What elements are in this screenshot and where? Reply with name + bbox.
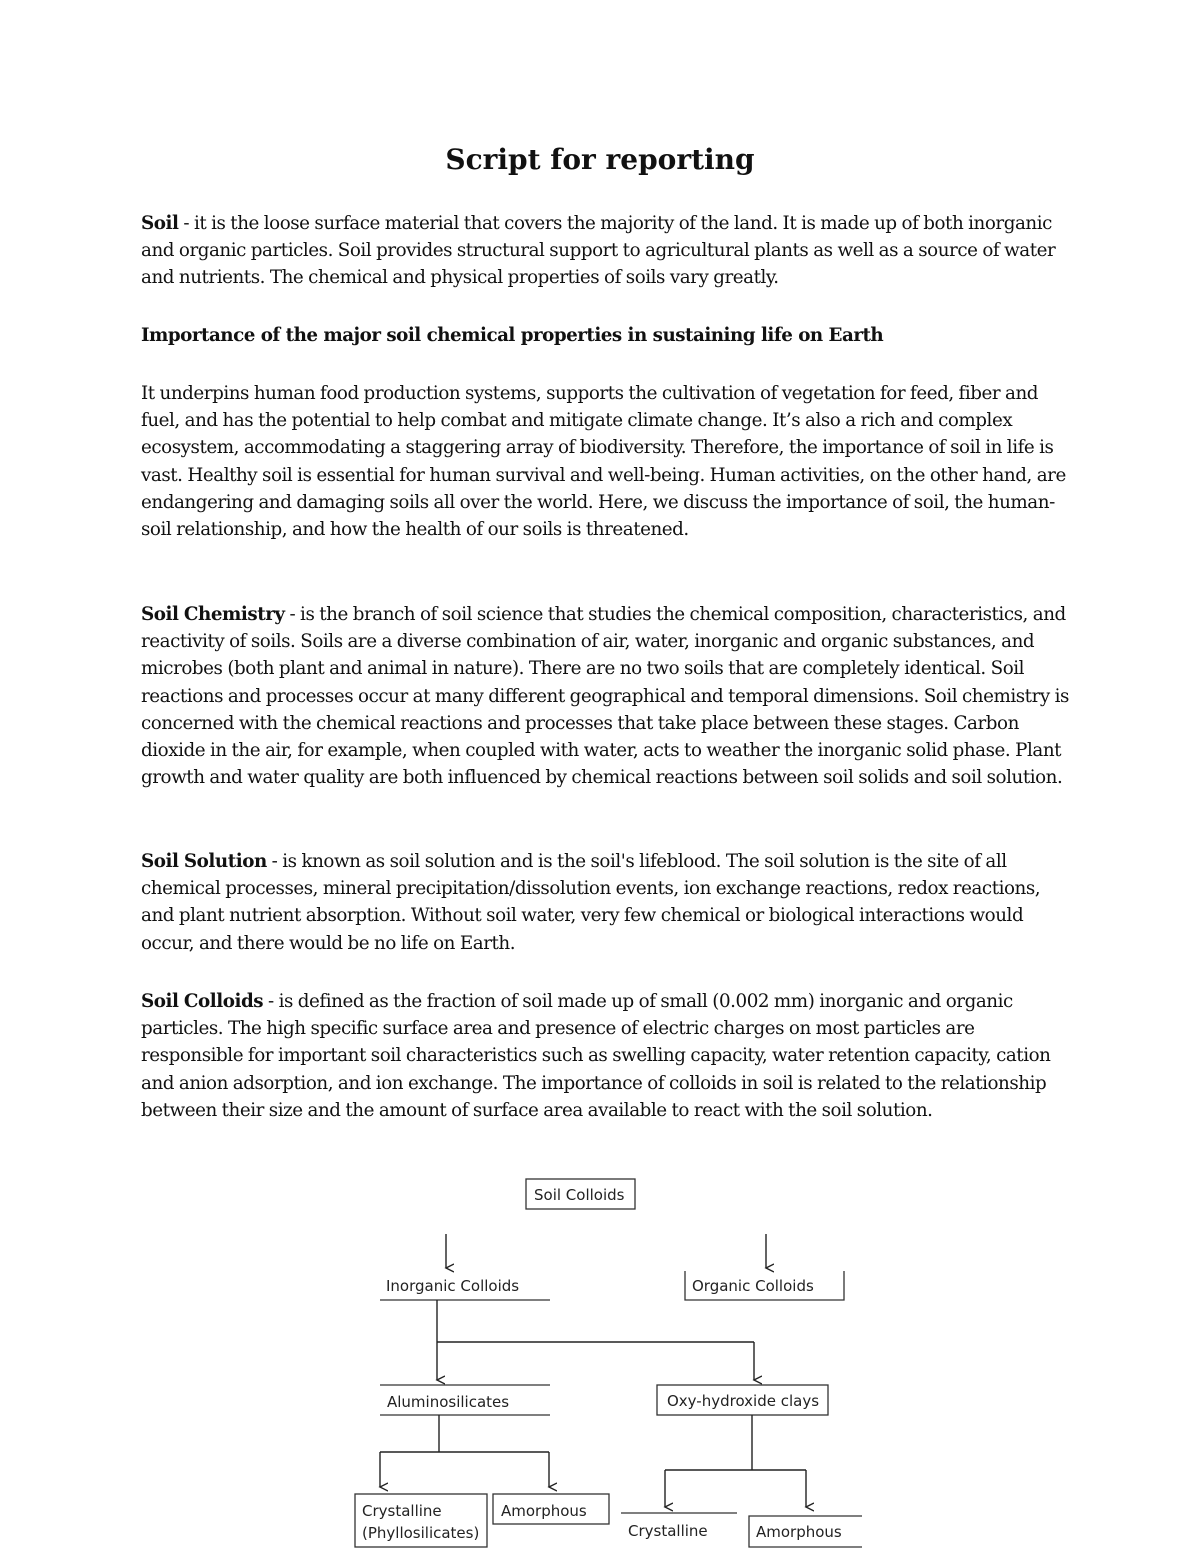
node-aluminosilicates-label: Aluminosilicates [387, 1393, 510, 1411]
definition-soil-chemistry: - is the branch of soil science that studies the chemical composition, characteristics, and reactivity of soils. Soils are a diverse combination of air, water, inorganic and organic substances, and microbes (both plant and animal in nature). There are no two soils that are completely identical. Soil reactions and processes occur at many different geographical and temporal dimensions. Soil chemistry is concerned with the chemical reactions and processes that take place between these stages. Carbon dioxide in the air, for example, when coupled with water, acts to weather the inorganic solid phase. Plant growth and water quality are both influenced by chemical reactions between soil solids and soil solution. [141, 604, 1069, 789]
definition-soil-solution: - is known as soil solution and is the soil's lifeblood. The soil solution is the site of all chemical processes, mineral precipitation/dissolution events, ion exchange reactions, redox reactions, and plant nutrient absorption. Without soil water, very few chemical or biological interactions would occur, and there would be no life on Earth. [141, 851, 1041, 954]
term-soil-solution: Soil Solution [141, 851, 267, 872]
definition-soil: - it is the loose surface material that covers the majority of the land. It is made up of both inorganic and organic particles. Soil provides structural support to agricultural plants as well as a source of water and nutrients. The chemical and physical properties of soils vary greatly. [141, 213, 1056, 289]
node-amorphous-left-label: Amorphous [501, 1502, 587, 1520]
paragraph-soil-chemistry [141, 601, 1071, 791]
term-soil: Soil [141, 213, 179, 234]
node-inorganic-colloids-label: Inorganic Colloids [386, 1277, 520, 1295]
node-oxy-hydroxide-box [657, 1385, 828, 1415]
node-crystalline-right-label: Crystalline [628, 1522, 708, 1540]
node-crystalline-phyllo-box [355, 1494, 487, 1547]
node-soil-colloids-box [526, 1179, 635, 1209]
node-amorphous-left-box [493, 1494, 609, 1524]
definition-soil-colloids: - is defined as the fraction of soil made up of small (0.002 mm) inorganic and organic particles. The high specific surface area and presence of electric charges on most particles are responsible for important soil characteristics such as swelling capacity, water retention capacity, cation and anion adsorption, and ion exchange. The importance of colloids in soil is related to the relationship between their size and the amount of surface area available to react with the soil solution. [141, 991, 1051, 1121]
term-soil-colloids: Soil Colloids [141, 991, 264, 1012]
section-heading-importance: Importance of the major soil chemical properties in sustaining life on Earth [141, 325, 884, 346]
node-soil-colloids-label: Soil Colloids [534, 1186, 625, 1204]
node-amorphous-right-label: Amorphous [756, 1523, 842, 1541]
node-amorphous-right-box [749, 1516, 862, 1547]
paragraph-soil-solution [141, 848, 1071, 957]
node-organic-colloids-label: Organic Colloids [692, 1277, 814, 1295]
paragraph-soil [141, 210, 1071, 292]
page-title: Script for reporting [445, 143, 755, 176]
node-crystalline-phyllo-line1: Crystalline [362, 1502, 442, 1520]
node-organic-colloids-box [685, 1271, 844, 1300]
paragraph-soil-colloids [141, 988, 1071, 1124]
node-crystalline-phyllo-line2: (Phyllosilicates) [362, 1524, 480, 1542]
node-oxy-hydroxide-label: Oxy-hydroxide clays [667, 1392, 820, 1410]
paragraph-importance: It underpins human food production systems, supports the cultivation of vegetation for feed, fiber and fuel, and has the potential to help combat and mitigate climate change. It’s also a rich and complex ecosystem, accommodating a staggering array of biodiversity. Therefore, the importance of soil in life is vast. Healthy soil is essential for human survival and well-being. Human activities, on the other hand, are endangering and damaging soils all over the world. Here, we discuss the importance of soil, the human-soil relationship, and how the health of our soils is threatened. [141, 383, 1066, 541]
term-soil-chemistry: Soil Chemistry [141, 604, 285, 625]
